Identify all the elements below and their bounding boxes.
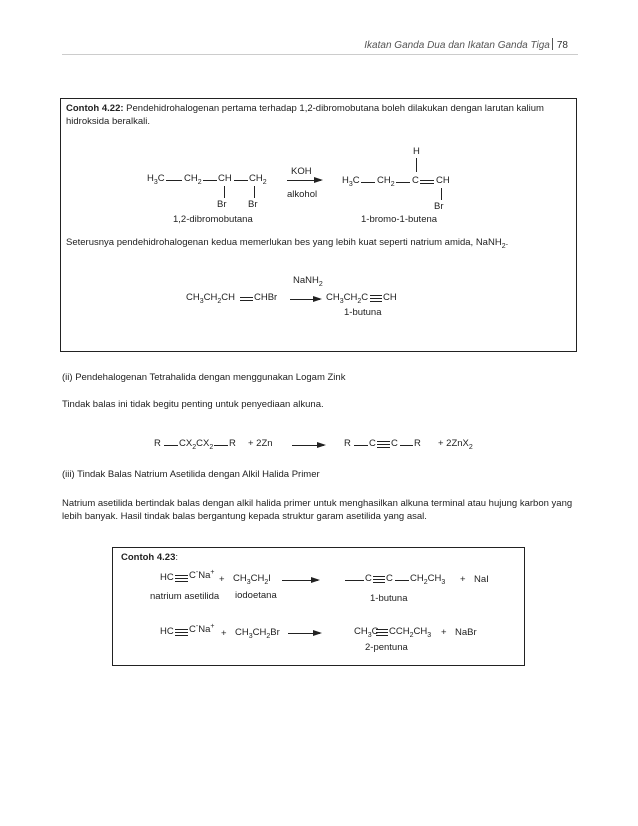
product-c: C xyxy=(412,175,419,186)
reaction-arrow xyxy=(290,299,320,300)
bond xyxy=(164,445,178,446)
cch2ch3: $CCH_2CH_3$ xyxy=(389,626,432,639)
reaction-arrow xyxy=(287,180,321,181)
nabr: NaBr xyxy=(455,627,477,638)
hc-1: HC xyxy=(160,572,174,583)
reactant-ch2-end: $CH_2$ xyxy=(249,173,267,186)
bond xyxy=(395,580,409,581)
plus: + xyxy=(221,628,227,639)
reagent-alkohol: alkohol xyxy=(287,189,318,200)
bond xyxy=(203,180,217,181)
triple-bond xyxy=(175,629,188,638)
product2-name: 1-butuna xyxy=(344,307,382,318)
reactant-br2: Br xyxy=(248,199,258,210)
running-header xyxy=(364,38,568,51)
example-4-23-box xyxy=(112,547,525,666)
example-4-22-intro xyxy=(66,102,572,128)
header-rule xyxy=(62,54,578,55)
plus: + xyxy=(219,574,225,585)
triple-bond xyxy=(175,575,188,584)
reactant-h3c: $H_3C$ xyxy=(147,173,165,186)
bond xyxy=(214,445,228,446)
section-iii-text: Natrium asetilida bertindak balas dengan alkil halida primer untuk menghasilkan alkuna terminal atau hujung karbon yang lebih banyak. Hasil tindak balas bergantung kepada struktur garam asetilida yang asal. xyxy=(62,498,573,522)
bond xyxy=(234,180,248,181)
c-butyne-2: C xyxy=(386,573,393,584)
reactant-ch: CH xyxy=(218,173,232,184)
reactant-name: 1,2-dibromobutana xyxy=(173,214,253,225)
product-h3c: $H_3C$ xyxy=(342,175,360,188)
header-title: Ikatan Ganda Dua dan Ikatan Ganda Tiga xyxy=(364,40,550,51)
bond xyxy=(345,580,364,581)
r4: R xyxy=(414,438,421,449)
reaction-arrow xyxy=(282,580,318,581)
bond xyxy=(354,445,368,446)
c2: C xyxy=(391,438,398,449)
product-br: Br xyxy=(434,201,444,212)
reactant-br1: Br xyxy=(217,199,227,210)
c-butyne-1: C xyxy=(365,573,372,584)
cx2cx2: $CX_2CX_2$ xyxy=(179,438,214,451)
ch3ch2br: $CH_3CH_2Br$ xyxy=(235,627,280,640)
c1: C xyxy=(369,438,376,449)
plus: + xyxy=(460,574,466,585)
product-name: 1-bromo-1-butena xyxy=(361,214,438,225)
triple-bond xyxy=(373,576,385,585)
reactant-ch2: $CH_2$ xyxy=(184,173,202,186)
bond xyxy=(400,445,413,446)
bond xyxy=(166,180,182,181)
plus-2znx2: + 2ZnX$_2$ xyxy=(438,438,473,451)
plus-2zn: + 2Zn xyxy=(248,438,273,449)
bond xyxy=(224,186,225,198)
section-iii-heading: (iii) Tindak Balas Natrium Asetilida dengan Alkil Halida Primer xyxy=(62,469,320,480)
bond xyxy=(396,182,410,183)
triple-bond xyxy=(377,441,390,450)
nai: NaI xyxy=(474,574,489,585)
product2-ch: CH xyxy=(383,292,397,303)
triple-bond xyxy=(376,629,388,638)
bond xyxy=(441,188,442,200)
example-4-22-text2: Seterusnya pendehidrohalogenan kedua memerlukan bes yang lebih kuat seperti natrium amida, NaNH$_2$. xyxy=(66,237,509,250)
bond xyxy=(254,186,255,198)
header-divider xyxy=(552,38,553,50)
reagent-koh: KOH xyxy=(291,166,312,177)
cna-2: C-Na+ xyxy=(189,622,215,635)
name-1-butyne: 1-butuna xyxy=(370,593,408,604)
page-number: 78 xyxy=(556,40,568,51)
bond xyxy=(361,182,375,183)
r3: R xyxy=(344,438,351,449)
r1: R xyxy=(154,438,161,449)
example-4-22-text: Pendehidrohalogenan pertama terhadap 1,2-dibromobutana boleh dilakukan dengan larutan kalium hidroksida beralkali. xyxy=(66,103,544,127)
ch2ch3: $CH_2CH_3$ xyxy=(410,573,446,586)
product-ch2: $CH_2$ xyxy=(377,175,395,188)
double-bond xyxy=(420,180,434,186)
section-ii-heading: (ii) Pendehalogenan Tetrahalida dengan menggunakan Logam Zink xyxy=(62,372,346,383)
example-4-22-box xyxy=(60,98,577,352)
reactant2: $CH_3CH_2CH$ xyxy=(186,292,236,305)
product-h: H xyxy=(413,146,420,157)
name-iodoethane: iodoetana xyxy=(235,590,277,601)
double-bond xyxy=(240,297,253,303)
name-2-pentyne: 2-pentuna xyxy=(365,642,408,653)
bond xyxy=(416,158,417,172)
triple-bond xyxy=(370,295,382,304)
hc-2: HC xyxy=(160,626,174,637)
product-ch: CH xyxy=(436,175,450,186)
plus: + xyxy=(441,627,447,638)
product2: $CH_3CH_2C$ xyxy=(326,292,369,305)
example-4-22-label: Contoh 4.22: xyxy=(66,103,124,114)
example-4-23-label: Contoh 4.23: xyxy=(121,552,179,563)
reagent-nanh2: NaNH$_2$ xyxy=(293,275,323,288)
ch3ch2i: $CH_3CH_2I$ xyxy=(233,573,271,586)
name-acetylide: natrium asetilida xyxy=(150,591,220,602)
cna-1: C-Na+ xyxy=(189,568,215,581)
reactant2-chbr: CHBr xyxy=(254,292,278,303)
section-ii-text: Tindak balas ini tidak begitu penting untuk penyediaan alkuna. xyxy=(62,399,324,410)
reaction-arrow xyxy=(292,445,324,446)
ch3c: $CH_3C$ xyxy=(354,626,379,639)
reaction-arrow xyxy=(288,633,320,634)
r2: R xyxy=(229,438,236,449)
